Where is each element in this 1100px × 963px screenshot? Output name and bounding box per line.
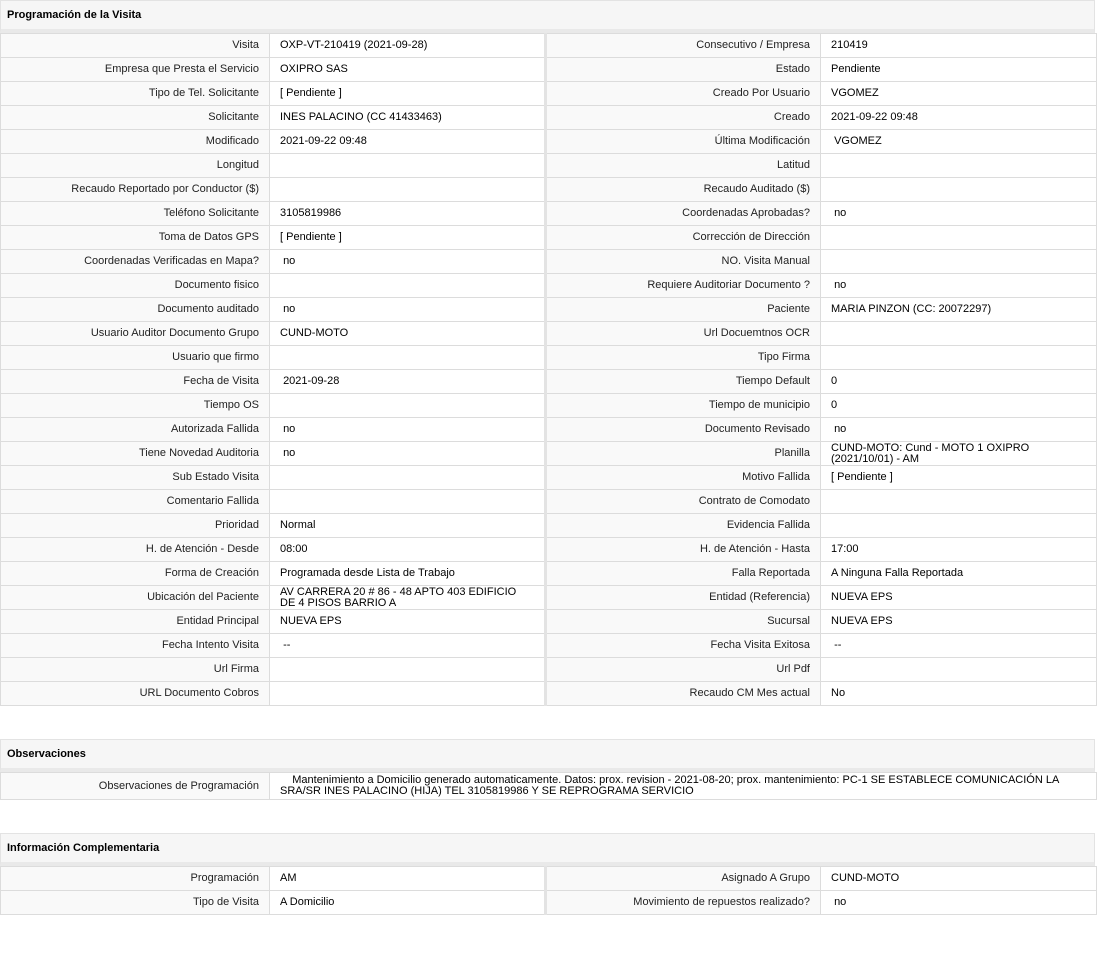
field-label: Coordenadas Verificadas en Mapa?	[1, 250, 270, 274]
field-label: Coordenadas Aprobadas?	[546, 202, 821, 226]
field-value: Pendiente	[821, 58, 1097, 82]
table-row	[1, 202, 1097, 226]
field-value: 210419	[821, 34, 1097, 58]
field-value: MARIA PINZON (CC: 20072297)	[821, 298, 1097, 322]
field-label: Documento Revisado	[546, 418, 821, 442]
table-row	[1, 274, 1097, 298]
table-row	[1, 867, 1097, 891]
table-row	[1, 682, 1097, 706]
field-value: NUEVA EPS	[821, 586, 1097, 610]
field-label: Autorizada Fallida	[1, 418, 270, 442]
field-value	[821, 490, 1097, 514]
field-label: Forma de Creación	[1, 562, 270, 586]
field-label: Comentario Fallida	[1, 490, 270, 514]
field-label: Usuario que firmo	[1, 346, 270, 370]
table-row	[1, 298, 1097, 322]
field-label: Requiere Auditoriar Documento ?	[546, 274, 821, 298]
field-label: Falla Reportada	[546, 562, 821, 586]
field-value	[821, 322, 1097, 346]
field-label: Visita	[1, 34, 270, 58]
field-value: no	[270, 298, 546, 322]
field-label: Sucursal	[546, 610, 821, 634]
field-value: INES PALACINO (CC 41433463)	[270, 106, 546, 130]
field-value: AV CARRERA 20 # 86 - 48 APTO 403 EDIFICIO DE 4 PISOS BARRIO A	[270, 586, 546, 610]
section-complementaria-header: Información Complementaria	[0, 833, 1095, 866]
field-label: H. de Atención - Hasta	[546, 538, 821, 562]
field-value: no	[821, 274, 1097, 298]
field-label: Ubicación del Paciente	[1, 586, 270, 610]
field-label: Corrección de Dirección	[546, 226, 821, 250]
field-label: Tipo de Visita	[1, 891, 270, 915]
field-value	[821, 226, 1097, 250]
field-value: OXP-VT-210419 (2021-09-28)	[270, 34, 546, 58]
field-label: Solicitante	[1, 106, 270, 130]
field-value	[821, 178, 1097, 202]
observaciones-label: Observaciones de Programación	[1, 773, 270, 800]
table-row	[1, 346, 1097, 370]
field-value: no	[821, 891, 1097, 915]
field-value	[270, 682, 546, 706]
field-label: Entidad Principal	[1, 610, 270, 634]
field-label: Programación	[1, 867, 270, 891]
field-value	[821, 250, 1097, 274]
field-label: Tiempo de municipio	[546, 394, 821, 418]
field-label: Evidencia Fallida	[546, 514, 821, 538]
field-value: A Ninguna Falla Reportada	[821, 562, 1097, 586]
field-label: Tipo de Tel. Solicitante	[1, 82, 270, 106]
complementaria-table	[0, 866, 1097, 915]
table-row	[1, 154, 1097, 178]
field-label: Modificado	[1, 130, 270, 154]
field-value	[821, 346, 1097, 370]
field-label: Latitud	[546, 154, 821, 178]
field-value: no	[270, 442, 546, 466]
table-row	[1, 562, 1097, 586]
field-label: Documento auditado	[1, 298, 270, 322]
field-value: [ Pendiente ]	[821, 466, 1097, 490]
field-label: Documento fisico	[1, 274, 270, 298]
field-value: 08:00	[270, 538, 546, 562]
field-value	[270, 466, 546, 490]
field-value: Normal	[270, 514, 546, 538]
observaciones-value: Mantenimiento a Domicilio generado automaticamente. Datos: prox. revision - 2021-08-20; prox. mantenimiento: PC-1 SE ESTABLECE COMUNICACIÓN LA SRA/SR INES PALACINO (HIJA) TEL 3105819986 Y SE REPROGRAMA SERVICIO	[270, 773, 1097, 800]
field-value: No	[821, 682, 1097, 706]
field-value	[270, 490, 546, 514]
field-value: 3105819986	[270, 202, 546, 226]
field-label: Prioridad	[1, 514, 270, 538]
field-value: OXIPRO SAS	[270, 58, 546, 82]
field-value: VGOMEZ	[821, 130, 1097, 154]
field-label: Fecha de Visita	[1, 370, 270, 394]
field-label: Url Docuemtnos OCR	[546, 322, 821, 346]
field-label: Paciente	[546, 298, 821, 322]
section-observaciones-header: Observaciones	[0, 739, 1095, 772]
table-row	[1, 106, 1097, 130]
field-value: AM	[270, 867, 546, 891]
observaciones-table	[0, 772, 1097, 800]
table-row	[1, 658, 1097, 682]
table-row	[1, 250, 1097, 274]
field-value: CUND-MOTO	[270, 322, 546, 346]
field-value	[270, 178, 546, 202]
programacion-table	[0, 33, 1097, 706]
field-value: no	[821, 418, 1097, 442]
field-value: 2021-09-28	[270, 370, 546, 394]
table-row	[1, 538, 1097, 562]
field-label: Sub Estado Visita	[1, 466, 270, 490]
table-row	[1, 34, 1097, 58]
field-value: [ Pendiente ]	[270, 226, 546, 250]
field-value: --	[270, 634, 546, 658]
field-value: no	[270, 250, 546, 274]
field-value: 0	[821, 394, 1097, 418]
field-value: --	[821, 634, 1097, 658]
field-label: Tipo Firma	[546, 346, 821, 370]
field-value: NUEVA EPS	[270, 610, 546, 634]
table-row	[1, 394, 1097, 418]
field-label: Asignado A Grupo	[546, 867, 821, 891]
table-row	[1, 442, 1097, 466]
field-label: Estado	[546, 58, 821, 82]
field-label: Tiempo OS	[1, 394, 270, 418]
field-value: CUND-MOTO	[821, 867, 1097, 891]
field-value	[821, 514, 1097, 538]
field-label: Planilla	[546, 442, 821, 466]
field-label: Tiene Novedad Auditoria	[1, 442, 270, 466]
field-value: 0	[821, 370, 1097, 394]
table-row	[1, 370, 1097, 394]
field-value	[821, 658, 1097, 682]
field-label: Empresa que Presta el Servicio	[1, 58, 270, 82]
field-label: Última Modificación	[546, 130, 821, 154]
field-value: 2021-09-22 09:48	[821, 106, 1097, 130]
table-row	[1, 82, 1097, 106]
field-label: Motivo Fallida	[546, 466, 821, 490]
field-label: URL Documento Cobros	[1, 682, 270, 706]
field-value	[270, 274, 546, 298]
field-label: Longitud	[1, 154, 270, 178]
field-label: Recaudo Auditado ($)	[546, 178, 821, 202]
field-value: [ Pendiente ]	[270, 82, 546, 106]
field-value: 17:00	[821, 538, 1097, 562]
field-label: Toma de Datos GPS	[1, 226, 270, 250]
table-row	[1, 490, 1097, 514]
field-value	[270, 394, 546, 418]
table-row	[1, 610, 1097, 634]
field-label: H. de Atención - Desde	[1, 538, 270, 562]
field-value: NUEVA EPS	[821, 610, 1097, 634]
table-row	[1, 891, 1097, 915]
section-programacion-header: Programación de la Visita	[0, 0, 1095, 33]
table-row	[1, 586, 1097, 610]
field-value	[270, 346, 546, 370]
table-row	[1, 514, 1097, 538]
field-value: Programada desde Lista de Trabajo	[270, 562, 546, 586]
field-value	[270, 658, 546, 682]
field-label: Url Firma	[1, 658, 270, 682]
field-label: Tiempo Default	[546, 370, 821, 394]
table-row	[1, 322, 1097, 346]
field-label: NO. Visita Manual	[546, 250, 821, 274]
field-value	[821, 154, 1097, 178]
field-label: Contrato de Comodato	[546, 490, 821, 514]
table-row	[1, 773, 1097, 800]
field-label: Url Pdf	[546, 658, 821, 682]
field-label: Creado	[546, 106, 821, 130]
table-row	[1, 58, 1097, 82]
field-value: 2021-09-22 09:48	[270, 130, 546, 154]
field-label: Fecha Intento Visita	[1, 634, 270, 658]
table-row	[1, 130, 1097, 154]
field-label: Entidad (Referencia)	[546, 586, 821, 610]
field-label: Consecutivo / Empresa	[546, 34, 821, 58]
field-value: VGOMEZ	[821, 82, 1097, 106]
table-row	[1, 466, 1097, 490]
table-row	[1, 634, 1097, 658]
field-value: A Domicilio	[270, 891, 546, 915]
field-label: Creado Por Usuario	[546, 82, 821, 106]
field-label: Recaudo Reportado por Conductor ($)	[1, 178, 270, 202]
field-label: Movimiento de repuestos realizado?	[546, 891, 821, 915]
field-value	[270, 154, 546, 178]
table-row	[1, 178, 1097, 202]
table-row	[1, 226, 1097, 250]
field-value: CUND-MOTO: Cund - MOTO 1 OXIPRO (2021/10/01) - AM	[821, 442, 1097, 466]
table-row	[1, 418, 1097, 442]
field-label: Usuario Auditor Documento Grupo	[1, 322, 270, 346]
field-value: no	[270, 418, 546, 442]
field-value: no	[821, 202, 1097, 226]
field-label: Recaudo CM Mes actual	[546, 682, 821, 706]
field-label: Fecha Visita Exitosa	[546, 634, 821, 658]
field-label: Teléfono Solicitante	[1, 202, 270, 226]
